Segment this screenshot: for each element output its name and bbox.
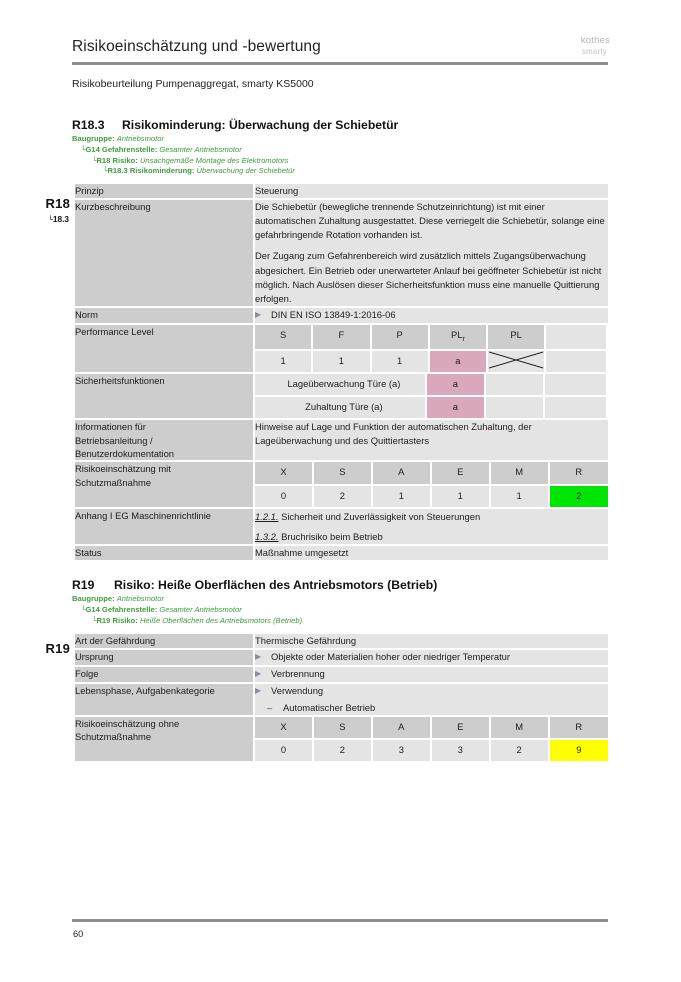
page-title: Risikoeinschätzung und -bewertung: [72, 38, 321, 55]
table-row: [75, 667, 608, 684]
row-label-art-der-gefaehrdung: Art der Gefährdung: [75, 634, 255, 650]
lebensphase-sub-text: Automatischer Betrieb: [283, 701, 376, 713]
section-heading-text-r19: Risiko: Heiße Oberflächen des Antriebsmotors (Betrieb): [114, 578, 438, 592]
risk-header-x: X: [255, 717, 314, 740]
breadcrumb-item: └R19 Risiko: Heiße Oberflächen des Antriebsmotors (Betrieb): [92, 615, 303, 625]
triangle-bullet-icon: ▶: [255, 685, 262, 695]
safety-function-name: Zuhaltung Türe (a): [255, 397, 427, 418]
pl-header-p: P: [372, 325, 430, 351]
bullet-line: [255, 650, 608, 665]
breadcrumb-r18-3: [72, 134, 617, 177]
table-row: [75, 546, 608, 560]
safety-function-row: [255, 397, 608, 418]
safety-function-pl: [486, 397, 545, 418]
risk-value-m: 1: [491, 486, 550, 507]
tree-branch-icon: └: [81, 604, 86, 614]
margin-marker-id: R18: [45, 196, 70, 211]
row-value-anhang: [255, 509, 608, 546]
row-value-risikoeinschaetzung-ohne: [255, 717, 608, 761]
risk-matrix-r19: [255, 717, 608, 761]
breadcrumb-key: G14 Gefahrenstelle: [85, 604, 155, 614]
row-label-risikoeinschaetzung-ohne: [75, 717, 255, 761]
risk-value-m: 2: [491, 740, 550, 761]
table-row: [75, 462, 608, 508]
row-label-sicherheitsfunktionen: Sicherheitsfunktionen: [75, 374, 255, 420]
section-number-r19: R19: [72, 578, 95, 592]
row-label-informationen: [75, 420, 255, 462]
pl-header-plr: $PL_r$: [430, 325, 488, 351]
row-value-norm: [255, 308, 608, 325]
grid-header-row: [255, 462, 608, 485]
grid-value-row: [255, 351, 608, 372]
grid-header-row: [255, 325, 608, 351]
risk-value-x: 0: [255, 740, 314, 761]
risk-header-r: R: [550, 717, 608, 740]
bullet-line: [255, 308, 608, 323]
bullet-line: [255, 667, 608, 682]
margin-marker-sub: [28, 214, 70, 224]
breadcrumb-item: └R18.3 Risikominderung: Überwachung der Schiebetür: [103, 166, 295, 176]
risk-table-r19: [75, 634, 608, 761]
row-label-ursprung: Ursprung: [75, 650, 255, 667]
logo-primary-text: kothes: [580, 35, 610, 46]
description-paragraph-1: Die Schiebetür (bewegliche trennende Schutzeinrichtung) ist mit einer automatischen Zuhaltung ausgestattet. Diese verriegelt die Schiebetür, solange eine gefahrbringende Rotation vorhanden ist.: [255, 201, 605, 241]
risk-header-x: X: [255, 462, 314, 485]
table-row: [75, 634, 608, 650]
row-value-sicherheitsfunktionen: [255, 374, 608, 420]
risk-value-a: 1: [373, 486, 432, 507]
risk-label-line-1: Risikoeinschätzung ohne: [75, 717, 180, 729]
risk-header-a: A: [373, 717, 432, 740]
directive-reference-text: Sicherheit und Zuverlässigkeit von Steuerungen: [281, 510, 481, 522]
pl-value-f: 1: [313, 351, 371, 372]
risk-value-s: 2: [314, 486, 373, 507]
kothes-smarty-logo: [558, 36, 610, 56]
breadcrumb-key: R18 Risiko: [96, 155, 136, 165]
directive-reference: [255, 529, 608, 544]
safety-function-pl: [486, 374, 545, 397]
page-header: [72, 35, 610, 90]
breadcrumb-value: Antriebsmotor: [116, 134, 165, 143]
risk-value-s: 2: [314, 740, 373, 761]
tree-branch-icon: └: [48, 215, 53, 224]
row-label-norm: Norm: [75, 308, 255, 325]
row-value-lebensphase: [255, 684, 608, 717]
risk-header-e: E: [432, 717, 491, 740]
table-row: [75, 509, 608, 546]
breadcrumb-item: └G14 Gefahrenstelle: Gesamter Antriebsmotor: [81, 604, 242, 614]
triangle-bullet-icon: ▶: [255, 668, 262, 678]
table-row: [75, 684, 608, 717]
row-value-ursprung: [255, 650, 608, 667]
risk-value-e: 3: [432, 740, 491, 761]
row-label-risikoeinschaetzung-mit: [75, 462, 255, 508]
breadcrumb-item: Baugruppe: Antriebsmotor: [72, 594, 165, 603]
breadcrumb-value: Gesamter Antriebsmotor: [159, 144, 242, 154]
section-title-r18-3: [72, 118, 617, 132]
risk-header-e: E: [432, 462, 491, 485]
breadcrumb-item: └R18 Risiko: Unsachgemäße Montage des Elektromotors: [92, 155, 289, 165]
table-row: [75, 420, 608, 462]
breadcrumb-r19: [72, 594, 617, 626]
breadcrumb-value: Unsachgemäße Montage des Elektromotors: [139, 155, 289, 165]
margin-marker-r19: [28, 641, 70, 656]
table-row: [75, 374, 608, 420]
safety-function-plr: a: [427, 374, 486, 397]
breadcrumb-value: Gesamter Antriebsmotor: [159, 604, 242, 614]
risk-header-m: M: [491, 462, 550, 485]
margin-marker-r18: [28, 196, 70, 224]
table-row: [75, 308, 608, 325]
row-label-folge: Folge: [75, 667, 255, 684]
safety-function-row: [255, 374, 608, 397]
safety-function-plr: a: [427, 397, 486, 418]
safety-functions-grid: [255, 374, 608, 418]
performance-level-grid: [255, 325, 608, 372]
safety-function-spacer: [545, 397, 608, 418]
risk-value-r: 2: [550, 486, 608, 507]
lebensphase-text: Verwendung: [271, 684, 324, 696]
breadcrumb-key: R18.3 Risikominderung: [107, 166, 192, 176]
breadcrumb-item: Baugruppe: Antriebsmotor: [72, 134, 165, 143]
tree-branch-icon: └: [103, 166, 108, 176]
directive-reference: [255, 509, 608, 524]
row-label-prinzip: Prinzip: [75, 184, 255, 200]
footer-divider: [72, 919, 608, 922]
bullet-line: [255, 684, 608, 699]
section-heading-r19: [72, 578, 617, 626]
document-subtitle: Risikobeurteilung Pumpenaggregat, smarty KS5000: [72, 78, 314, 90]
risk-matrix-r18-3: [255, 462, 608, 506]
tree-branch-icon: └: [92, 615, 97, 625]
pl-value-plr: a: [430, 351, 488, 372]
tree-branch-icon: └: [92, 155, 97, 165]
directive-reference-number: 1.2.1.: [255, 510, 279, 522]
ursprung-text: Objekte oder Materialien hoher oder niedriger Temperatur: [271, 651, 511, 663]
triangle-bullet-icon: ▶: [255, 309, 262, 319]
risk-header-m: M: [491, 717, 550, 740]
pl-header-spacer: [546, 325, 608, 351]
risk-label-line-1: Risikoeinschätzung mit: [75, 463, 171, 475]
row-label-status: Status: [75, 546, 255, 560]
row-value-kurzbeschreibung: [255, 200, 608, 308]
dash-bullet-icon: –: [267, 701, 273, 713]
risk-label-line-2: Schutzmaßnahme: [75, 476, 152, 488]
margin-marker-sub-text: 18.3: [52, 214, 69, 224]
section-title-r19: [72, 578, 617, 592]
pl-value-spacer: [546, 351, 608, 372]
folge-text: Verbrennung: [271, 667, 325, 679]
safety-function-name: Lageüberwachung Türe (a): [255, 374, 427, 397]
row-value-art-der-gefaehrdung: Thermische Gefährdung: [255, 634, 608, 650]
breadcrumb-value: Überwachung der Schiebetür: [196, 166, 295, 176]
pl-value-p: 1: [372, 351, 430, 372]
table-row: [75, 200, 608, 308]
risk-value-r: 9: [550, 740, 608, 761]
row-value-status: Maßnahme umgesetzt: [255, 546, 608, 560]
pl-value-pl-crossed-out: [488, 351, 546, 372]
table-row: [75, 717, 608, 761]
pl-value-s: 1: [255, 351, 313, 372]
info-label-line-2: Betriebsanleitung /: [75, 434, 153, 446]
norm-text: DIN EN ISO 13849-1:2016-06: [271, 308, 396, 320]
risk-value-e: 1: [432, 486, 491, 507]
info-label-line-3: Benutzerdokumentation: [75, 448, 175, 460]
grid-value-row: [255, 740, 608, 761]
breadcrumb-key: Baugruppe: [72, 134, 113, 143]
row-label-lebensphase: Lebensphase, Aufgabenkategorie: [75, 684, 255, 717]
table-row: [75, 650, 608, 667]
breadcrumb-item: └G14 Gefahrenstelle: Gesamter Antriebsmotor: [81, 144, 242, 154]
grid-header-row: [255, 717, 608, 740]
directive-reference-number: 1.3.2.: [255, 530, 279, 542]
section-heading-r18-3: [72, 118, 617, 177]
breadcrumb-key: G14 Gefahrenstelle: [85, 144, 155, 154]
risk-header-r: R: [550, 462, 608, 485]
row-value-performance-level: [255, 325, 608, 374]
section-heading-text-r18-3: Risikominderung: Überwachung der Schiebetür: [122, 118, 399, 132]
margin-marker-id: R19: [45, 641, 70, 656]
row-value-prinzip: Steuerung: [255, 184, 608, 200]
row-label-performance-level: Performance Level: [75, 325, 255, 374]
row-label-anhang: Anhang I EG Maschinenrichtlinie: [75, 509, 255, 546]
row-label-kurzbeschreibung: Kurzbeschreibung: [75, 200, 255, 308]
tree-branch-icon: └: [81, 144, 86, 154]
info-label-line-1: Informationen für: [75, 421, 146, 433]
table-row: [75, 184, 608, 200]
table-row: [75, 325, 608, 374]
grid-value-row: [255, 486, 608, 507]
breadcrumb-key: Baugruppe: [72, 594, 113, 603]
risk-value-a: 3: [373, 740, 432, 761]
row-value-informationen: Hinweise auf Lage und Funktion der automatischen Zuhaltung, der Lageüberwachung und des Quittiertasters: [255, 420, 608, 462]
row-value-folge: [255, 667, 608, 684]
directive-reference-text: Bruchrisiko beim Betrieb: [281, 530, 383, 542]
description-paragraph-2: Der Zugang zum Gefahrenbereich wird zusätzlich mittels Zugangsüberwachung abgesichert. Ein Betrieb oder unerwarteter Anlauf bei geöffneter Schiebetür ist nicht möglich. Nach Auslösen dieser Sicherheitsfunktion muss eine manuelle Quittierung erfolgen.: [255, 250, 602, 304]
risk-table-r18-3: [75, 184, 608, 560]
triangle-bullet-icon: ▶: [255, 652, 262, 662]
safety-function-spacer: [545, 374, 608, 397]
risk-label-line-2: Schutzmaßnahme: [75, 730, 152, 742]
risk-header-a: A: [373, 462, 432, 485]
page-number: 60: [73, 929, 84, 939]
breadcrumb-value: Antriebsmotor: [116, 594, 165, 603]
breadcrumb-key: R19 Risiko: [96, 615, 136, 625]
section-number-r18-3: R18.3: [72, 118, 105, 132]
pl-header-f: F: [313, 325, 371, 351]
row-value-risikoeinschaetzung-mit: [255, 462, 608, 508]
risk-value-x: 0: [255, 486, 314, 507]
breadcrumb-value: Heiße Oberflächen des Antriebsmotors (Betrieb): [139, 615, 303, 625]
risk-header-s: S: [314, 717, 373, 740]
bullet-subline: [255, 701, 608, 715]
pl-header-pl: PL: [488, 325, 546, 351]
risk-header-s: S: [314, 462, 373, 485]
logo-secondary-text: smarty: [581, 46, 607, 56]
pl-header-s: S: [255, 325, 313, 351]
title-divider: [72, 62, 608, 65]
